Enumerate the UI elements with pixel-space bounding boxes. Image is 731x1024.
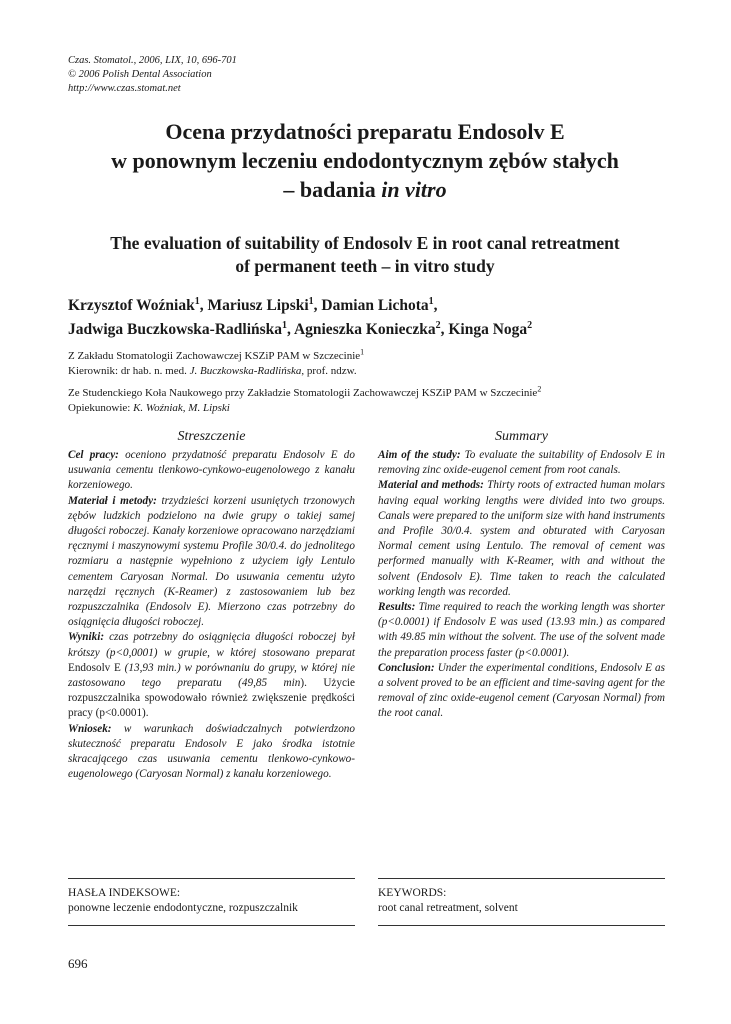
abstract-polish-methods: [68, 494, 355, 631]
author-name: , Damian Lichota: [313, 297, 429, 314]
title-polish-line-3-prefix: – badania: [283, 177, 382, 202]
keywords-polish-label: HASŁA INDEKSOWE:: [68, 887, 181, 899]
affiliation-1-head: [68, 364, 668, 379]
author-name: Jadwiga Buczkowska-Radlińska: [68, 321, 283, 338]
affiliation-2-text: Ze Studenckiego Koła Naukowego przy Zakładzie Stomatologii Zachowawczej KSZiP PAM w Szczecinie: [68, 387, 538, 399]
affiliation-1: [68, 349, 668, 379]
abstract-english-results-label: Results:: [378, 601, 416, 614]
author-affiliation-mark: 1: [308, 295, 314, 307]
affiliation-1-text: Z Zakładu Stomatologii Zachowawczej KSZiP PAM w Szczecinie: [68, 350, 361, 362]
affiliation-2-supervisors: [68, 401, 668, 416]
title-polish-line-1: Ocena przydatności preparatu Endosolv E: [165, 119, 565, 144]
affiliation-2-mark: 2: [537, 384, 542, 394]
abstract-polish-results-text: czas potrzebny do osiągnięcia długości roboczej był krótszy (p<0,0001) w grupie, w której stosowano preparat: [68, 631, 355, 659]
abstract-english: [378, 428, 665, 722]
affiliation-2-institution: [68, 386, 668, 401]
author-affiliation-mark: 2: [527, 319, 533, 331]
keywords-english: [378, 878, 665, 926]
abstract-polish-results-label: Wyniki:: [68, 631, 105, 644]
author-separator: ,: [433, 297, 438, 314]
abstract-english-results-text: Time required to reach the working length was shorter (p<0.0001) if Endosolv E was used (13.93 min.) as compared with 49.85 min without the solvent. The use of the solvent made the preparation process faster (p<0.0001).: [378, 601, 665, 659]
title-polish-in-vitro: in vitro: [381, 177, 447, 202]
author-list: [68, 294, 668, 342]
journal-copyright-line: © 2006 Polish Dental Association: [68, 69, 212, 80]
author-name: , Kinga Noga: [440, 321, 528, 338]
abstract-polish-conclusion-label: Wniosek:: [68, 722, 112, 735]
author-name: , Mariusz Lipski: [199, 297, 309, 314]
keywords-polish-text: ponowne leczenie endodontyczne, rozpuszczalnik: [68, 902, 298, 914]
abstract-english-heading: Summary: [495, 429, 548, 444]
journal-citation: [68, 54, 237, 96]
abstract-polish-results-text-2: (13,93 min.) w porównaniu do grupy, w której nie zastosowano tego preparatu (49,85 min: [68, 661, 355, 690]
abstract-english-conclusion-label: Conclusion:: [378, 661, 435, 674]
abstract-polish-aim: [68, 448, 355, 494]
abstract-polish-conclusion: [68, 722, 355, 783]
abstract-polish-methods-label: Materiał i metody:: [68, 494, 157, 507]
title-english-line-1: The evaluation of suitability of Endosolv E in root canal retreatment: [110, 233, 620, 253]
keywords-english-text: root canal retreatment, solvent: [378, 902, 518, 914]
author-affiliation-mark: 1: [428, 295, 434, 307]
author-affiliation-mark: 1: [282, 319, 288, 331]
affiliation-2-supervisors-label: Opiekunowie:: [68, 402, 134, 414]
title-polish-line-3: [40, 175, 690, 204]
abstract-english-aim-text: To evaluate the suitability of Endosolv E in removing zinc oxide-eugenol cement from root canals.: [378, 449, 666, 477]
keywords-english-label: KEYWORDS:: [378, 887, 447, 899]
abstract-polish-conclusion-text: w warunkach doświadczalnych potwierdzono skuteczność preparatu Endosolv E jako środka istotnie skracającego czas usuwania cementu tlenkowo-cynkowo-eugenolowego (Caryosan Normal) z kanału korzeniowego.: [68, 722, 355, 781]
abstract-english-aim: [378, 448, 665, 478]
abstract-english-conclusion-text: Under the experimental conditions, Endosolv E as a solvent proved to be an efficient and time-saving agent for the removal of zinc oxide-eugenol cement (Caryosan Normal) from the root canal.: [378, 661, 665, 720]
affiliation-2: [68, 386, 668, 416]
abstract-english-methods-text: Thirty roots of extracted human molars having equal working lengths were divided into two groups. Canals were prepared to the uniform size with hand instruments and Profile 30/0.4. system and obturated with Caryosan Normal cement using Lentulo. The removal of cement was performed manually with K-Reamer, with and without the solvent (Endosolv E). Time taken to reach the calculated working length was recorded.: [378, 479, 665, 598]
abstract-english-aim-label: Aim of the study:: [378, 449, 461, 461]
affiliation-1-head-name: J. Buczkowska-Radlińska: [189, 365, 302, 377]
abstract-polish-results-product: Endosolv E: [68, 661, 121, 674]
author-line-1: [68, 294, 668, 318]
page-number: 696: [68, 956, 88, 971]
journal-url-line: http://www.czas.stomat.net: [68, 83, 181, 94]
affiliation-1-mark: 1: [360, 347, 365, 357]
title-english-line-2: of permanent teeth – in vitro study: [235, 256, 495, 276]
abstract-polish-aim-text: oceniono przydatność preparatu Endosolv E do usuwania cementu tlenkowo-cynkowo-eugenolowego z kanału korzeniowego.: [68, 449, 355, 492]
abstract-english-results: [378, 600, 665, 661]
abstract-polish-results-text-3: ). Użycie rozpuszczalnika spowodowało również zwiększenie prędkości pracy (p<0.0001).: [68, 677, 356, 720]
author-affiliation-mark: 2: [435, 319, 441, 331]
author-name: , Agnieszka Konieczka: [287, 321, 436, 338]
affiliation-1-head-label: Kierownik: dr hab. n. med.: [68, 365, 190, 377]
keywords-polish: [68, 878, 355, 926]
title-polish: [40, 117, 690, 204]
abstract-english-methods-label: Material and methods:: [378, 479, 484, 492]
abstract-polish-methods-text: trzydzieści korzeni usuniętych trzonowych zębów ludzkich podzielono na dwie grupy o takiej samej długości roboczej. Kanały korzeniowe opracowano narzędziami ręcznymi i maszynowymi systemu Profile 30/0.4. do jednolitego rozmiaru a następnie wypełniono z użyciem igły Lentulo cementem Caryosan Normal. Do usuwania cementu użyto narzędzi ręcznych (K-Reamer) z zastosowaniem lub bez rozpuszczalnika (Endosolv E). Mierzono czas potrzebny do osiągnięcia długości roboczej.: [68, 494, 355, 629]
affiliation-2-supervisors-names: K. Woźniak, M. Lipski: [133, 402, 230, 414]
author-affiliation-mark: 1: [194, 295, 200, 307]
abstract-english-conclusion: [378, 661, 665, 722]
abstract-polish: [68, 428, 355, 782]
abstract-polish-results: [68, 630, 355, 721]
affiliation-1-head-suffix: , prof. ndzw.: [301, 365, 357, 377]
author-line-2: [68, 318, 668, 342]
title-polish-line-2: w ponownym leczeniu endodontycznym zębów stałych: [111, 148, 619, 173]
journal-citation-line: Czas. Stomatol., 2006, LIX, 10, 696-701: [68, 55, 237, 66]
title-english: [40, 232, 690, 278]
affiliation-1-institution: [68, 349, 668, 364]
abstract-polish-heading: Streszczenie: [177, 429, 246, 444]
abstract-english-methods: [378, 478, 665, 600]
abstract-polish-aim-label: Cel pracy:: [68, 449, 119, 461]
author-name: Krzysztof Woźniak: [68, 297, 195, 314]
